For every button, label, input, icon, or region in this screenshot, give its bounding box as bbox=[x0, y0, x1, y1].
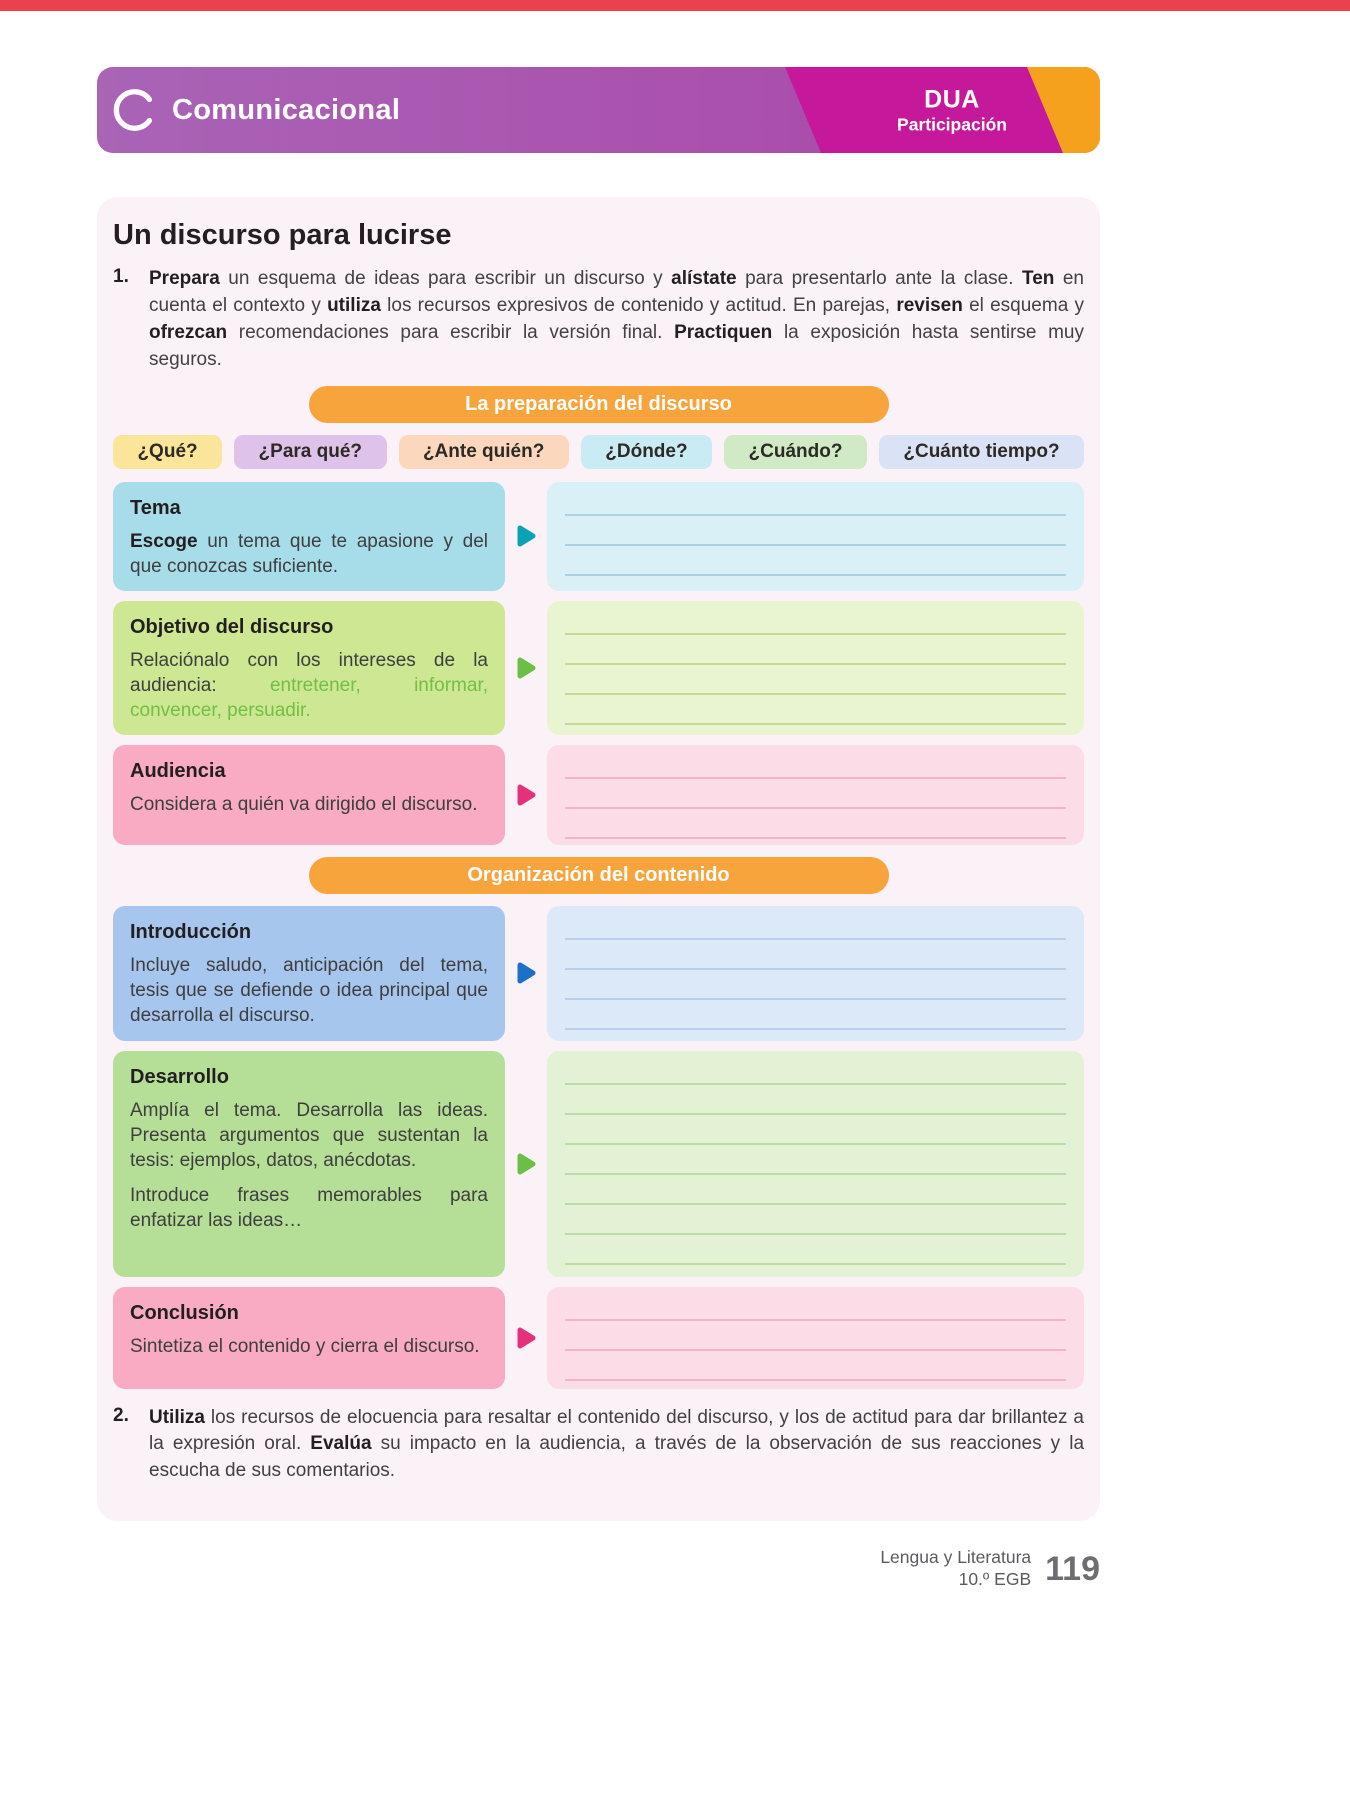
right-arrow-icon bbox=[514, 655, 538, 681]
activity-box bbox=[97, 197, 1100, 1521]
page-number: 119 bbox=[1045, 1549, 1100, 1588]
tema-card bbox=[113, 482, 505, 591]
ruled-lines bbox=[565, 1055, 1066, 1273]
desarrollo-card-body: Amplía el tema. Desarrolla las ideas. Presenta argumentos que sustentan la tesis: ejemplos, datos, anécdotas. Introduce frases memorables para enfatizar las ideas… bbox=[130, 1099, 488, 1231]
dua-subtitle: Participación bbox=[897, 114, 1007, 135]
tema-card-body: Escoge un tema que te apasione y del que conozcas suficiente. bbox=[130, 530, 488, 577]
objetivo-row bbox=[113, 601, 1084, 735]
desarrollo-card bbox=[113, 1051, 505, 1277]
instruction-1 bbox=[113, 266, 1084, 374]
introduccion-writing-area bbox=[547, 906, 1084, 1040]
right-arrow-icon bbox=[514, 960, 538, 986]
strand-title: Comunicacional bbox=[172, 93, 401, 126]
right-arrow-icon bbox=[514, 1151, 538, 1177]
question-pill-donde: ¿Dónde? bbox=[581, 435, 712, 469]
comunicacional-logo-icon bbox=[113, 87, 159, 133]
top-rule bbox=[0, 0, 1350, 11]
ruled-lines bbox=[565, 605, 1066, 731]
audiencia-row bbox=[113, 745, 1084, 845]
strand-banner bbox=[97, 67, 1100, 153]
book-info bbox=[880, 1547, 1031, 1591]
audiencia-card-title: Audiencia bbox=[130, 760, 226, 783]
introduccion-arrow-cell bbox=[505, 906, 547, 1040]
dua-label bbox=[849, 86, 1055, 135]
desarrollo-writing-area bbox=[547, 1051, 1084, 1277]
objetivo-card-title: Objetivo del discurso bbox=[130, 616, 334, 639]
question-pill-que: ¿Qué? bbox=[113, 435, 222, 469]
tema-arrow-cell bbox=[505, 482, 547, 591]
activity-title: Un discurso para lucirse bbox=[113, 219, 452, 251]
question-pills bbox=[113, 435, 1084, 469]
book-grade: 10.º EGB bbox=[958, 1569, 1032, 1590]
tema-writing-area bbox=[547, 482, 1084, 591]
conclusion-writing-area bbox=[547, 1287, 1084, 1389]
instruction-2 bbox=[113, 1405, 1084, 1486]
instruction-2-number: 2. bbox=[113, 1404, 129, 1426]
audiencia-writing-area bbox=[547, 745, 1084, 845]
introduccion-row bbox=[113, 906, 1084, 1040]
instruction-2-text: Utiliza los recursos de elocuencia para resaltar el contenido del discurso, y los de actitud para dar brillantez a la expresión oral. Evalúa su impacto en la audiencia, a través de la observación de sus reacciones y la escucha de sus comentarios. bbox=[149, 1406, 1085, 1482]
book-subject: Lengua y Literatura bbox=[880, 1547, 1032, 1568]
question-pill-ante-quien: ¿Ante quién? bbox=[399, 435, 569, 469]
ruled-lines bbox=[565, 486, 1066, 587]
desarrollo-card-title: Desarrollo bbox=[130, 1065, 229, 1088]
desarrollo-arrow-cell bbox=[505, 1051, 547, 1277]
audiencia-card bbox=[113, 745, 505, 845]
conclusion-card-body: Sintetiza el contenido y cierra el discurso. bbox=[130, 1335, 480, 1357]
conclusion-arrow-cell bbox=[505, 1287, 547, 1389]
objetivo-writing-area bbox=[547, 601, 1084, 735]
conclusion-card bbox=[113, 1287, 505, 1389]
right-arrow-icon bbox=[514, 1325, 538, 1351]
section-banner-preparacion: La preparación del discurso bbox=[309, 386, 889, 423]
right-arrow-icon bbox=[514, 782, 538, 808]
instruction-1-text: Prepara un esquema de ideas para escribir un discurso y alístate para presentarlo ante la clase. Ten en cuenta el contexto y utiliza los recursos expresivos de contenido y actitud. En parejas, revisen el esquema y ofrezcan recomendaciones para escribir la versión final. Practiquen la exposición hasta sentirse muy seguros. bbox=[149, 268, 1084, 370]
conclusion-row bbox=[113, 1287, 1084, 1389]
introduccion-card-body: Incluye saludo, anticipación del tema, tesis que se defiende o idea principal que desarrolla el discurso. bbox=[130, 955, 488, 1027]
ruled-lines bbox=[565, 1291, 1066, 1385]
question-pill-cuando: ¿Cuándo? bbox=[724, 435, 867, 469]
instruction-1-number: 1. bbox=[113, 266, 129, 287]
conclusion-card-title: Conclusión bbox=[130, 1301, 239, 1324]
desarrollo-row bbox=[113, 1051, 1084, 1277]
question-pill-cuanto-tiempo: ¿Cuánto tiempo? bbox=[879, 435, 1084, 469]
tema-row bbox=[113, 482, 1084, 591]
right-arrow-icon bbox=[514, 523, 538, 549]
audiencia-arrow-cell bbox=[505, 745, 547, 845]
introduccion-card bbox=[113, 906, 505, 1040]
objetivo-card-body: Relaciónalo con los intereses de la audiencia: entretener, informar, convencer, persuadir. bbox=[130, 650, 488, 722]
ruled-lines bbox=[565, 749, 1066, 841]
section-banner-organizacion: Organización del contenido bbox=[309, 857, 889, 894]
audiencia-card-body: Considera a quién va dirigido el discurso. bbox=[130, 794, 478, 816]
objetivo-arrow-cell bbox=[505, 601, 547, 735]
introduccion-card-title: Introducción bbox=[130, 921, 252, 944]
question-pill-para-que: ¿Para qué? bbox=[234, 435, 386, 469]
dua-title: DUA bbox=[924, 85, 980, 114]
ruled-lines bbox=[565, 910, 1066, 1036]
objetivo-card bbox=[113, 601, 505, 735]
page-footer bbox=[97, 1547, 1100, 1591]
tema-card-title: Tema bbox=[130, 496, 181, 519]
